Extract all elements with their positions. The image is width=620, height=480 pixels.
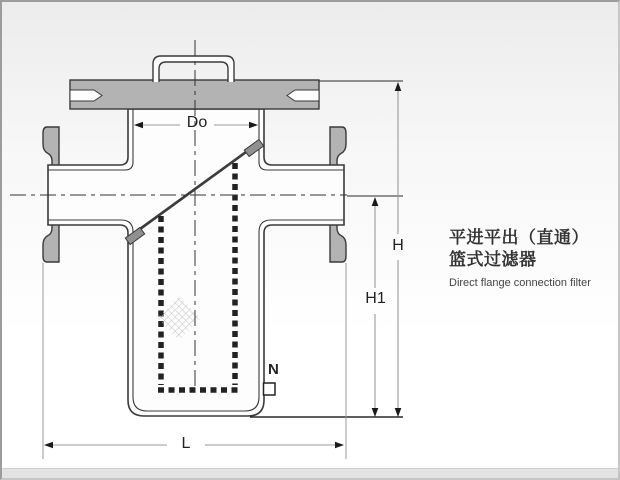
title-en: Direct flange connection filter xyxy=(449,277,591,289)
title-zh-line2: 篮式过滤器 xyxy=(449,250,537,269)
bottom-band xyxy=(2,468,618,478)
title-zh-line1: 平进平出（直通） xyxy=(449,228,589,247)
drain-port-square xyxy=(264,383,276,395)
label-h: H xyxy=(392,237,404,254)
vessel-body-outline xyxy=(48,109,344,416)
title-block xyxy=(449,227,617,289)
lifting-handle xyxy=(153,56,234,82)
label-n: N xyxy=(268,361,279,378)
label-h1: H1 xyxy=(365,290,386,307)
cover-right-notch xyxy=(287,90,319,101)
cover-left-notch xyxy=(70,90,102,101)
label-l: L xyxy=(181,435,191,452)
label-do: Do xyxy=(186,114,208,131)
